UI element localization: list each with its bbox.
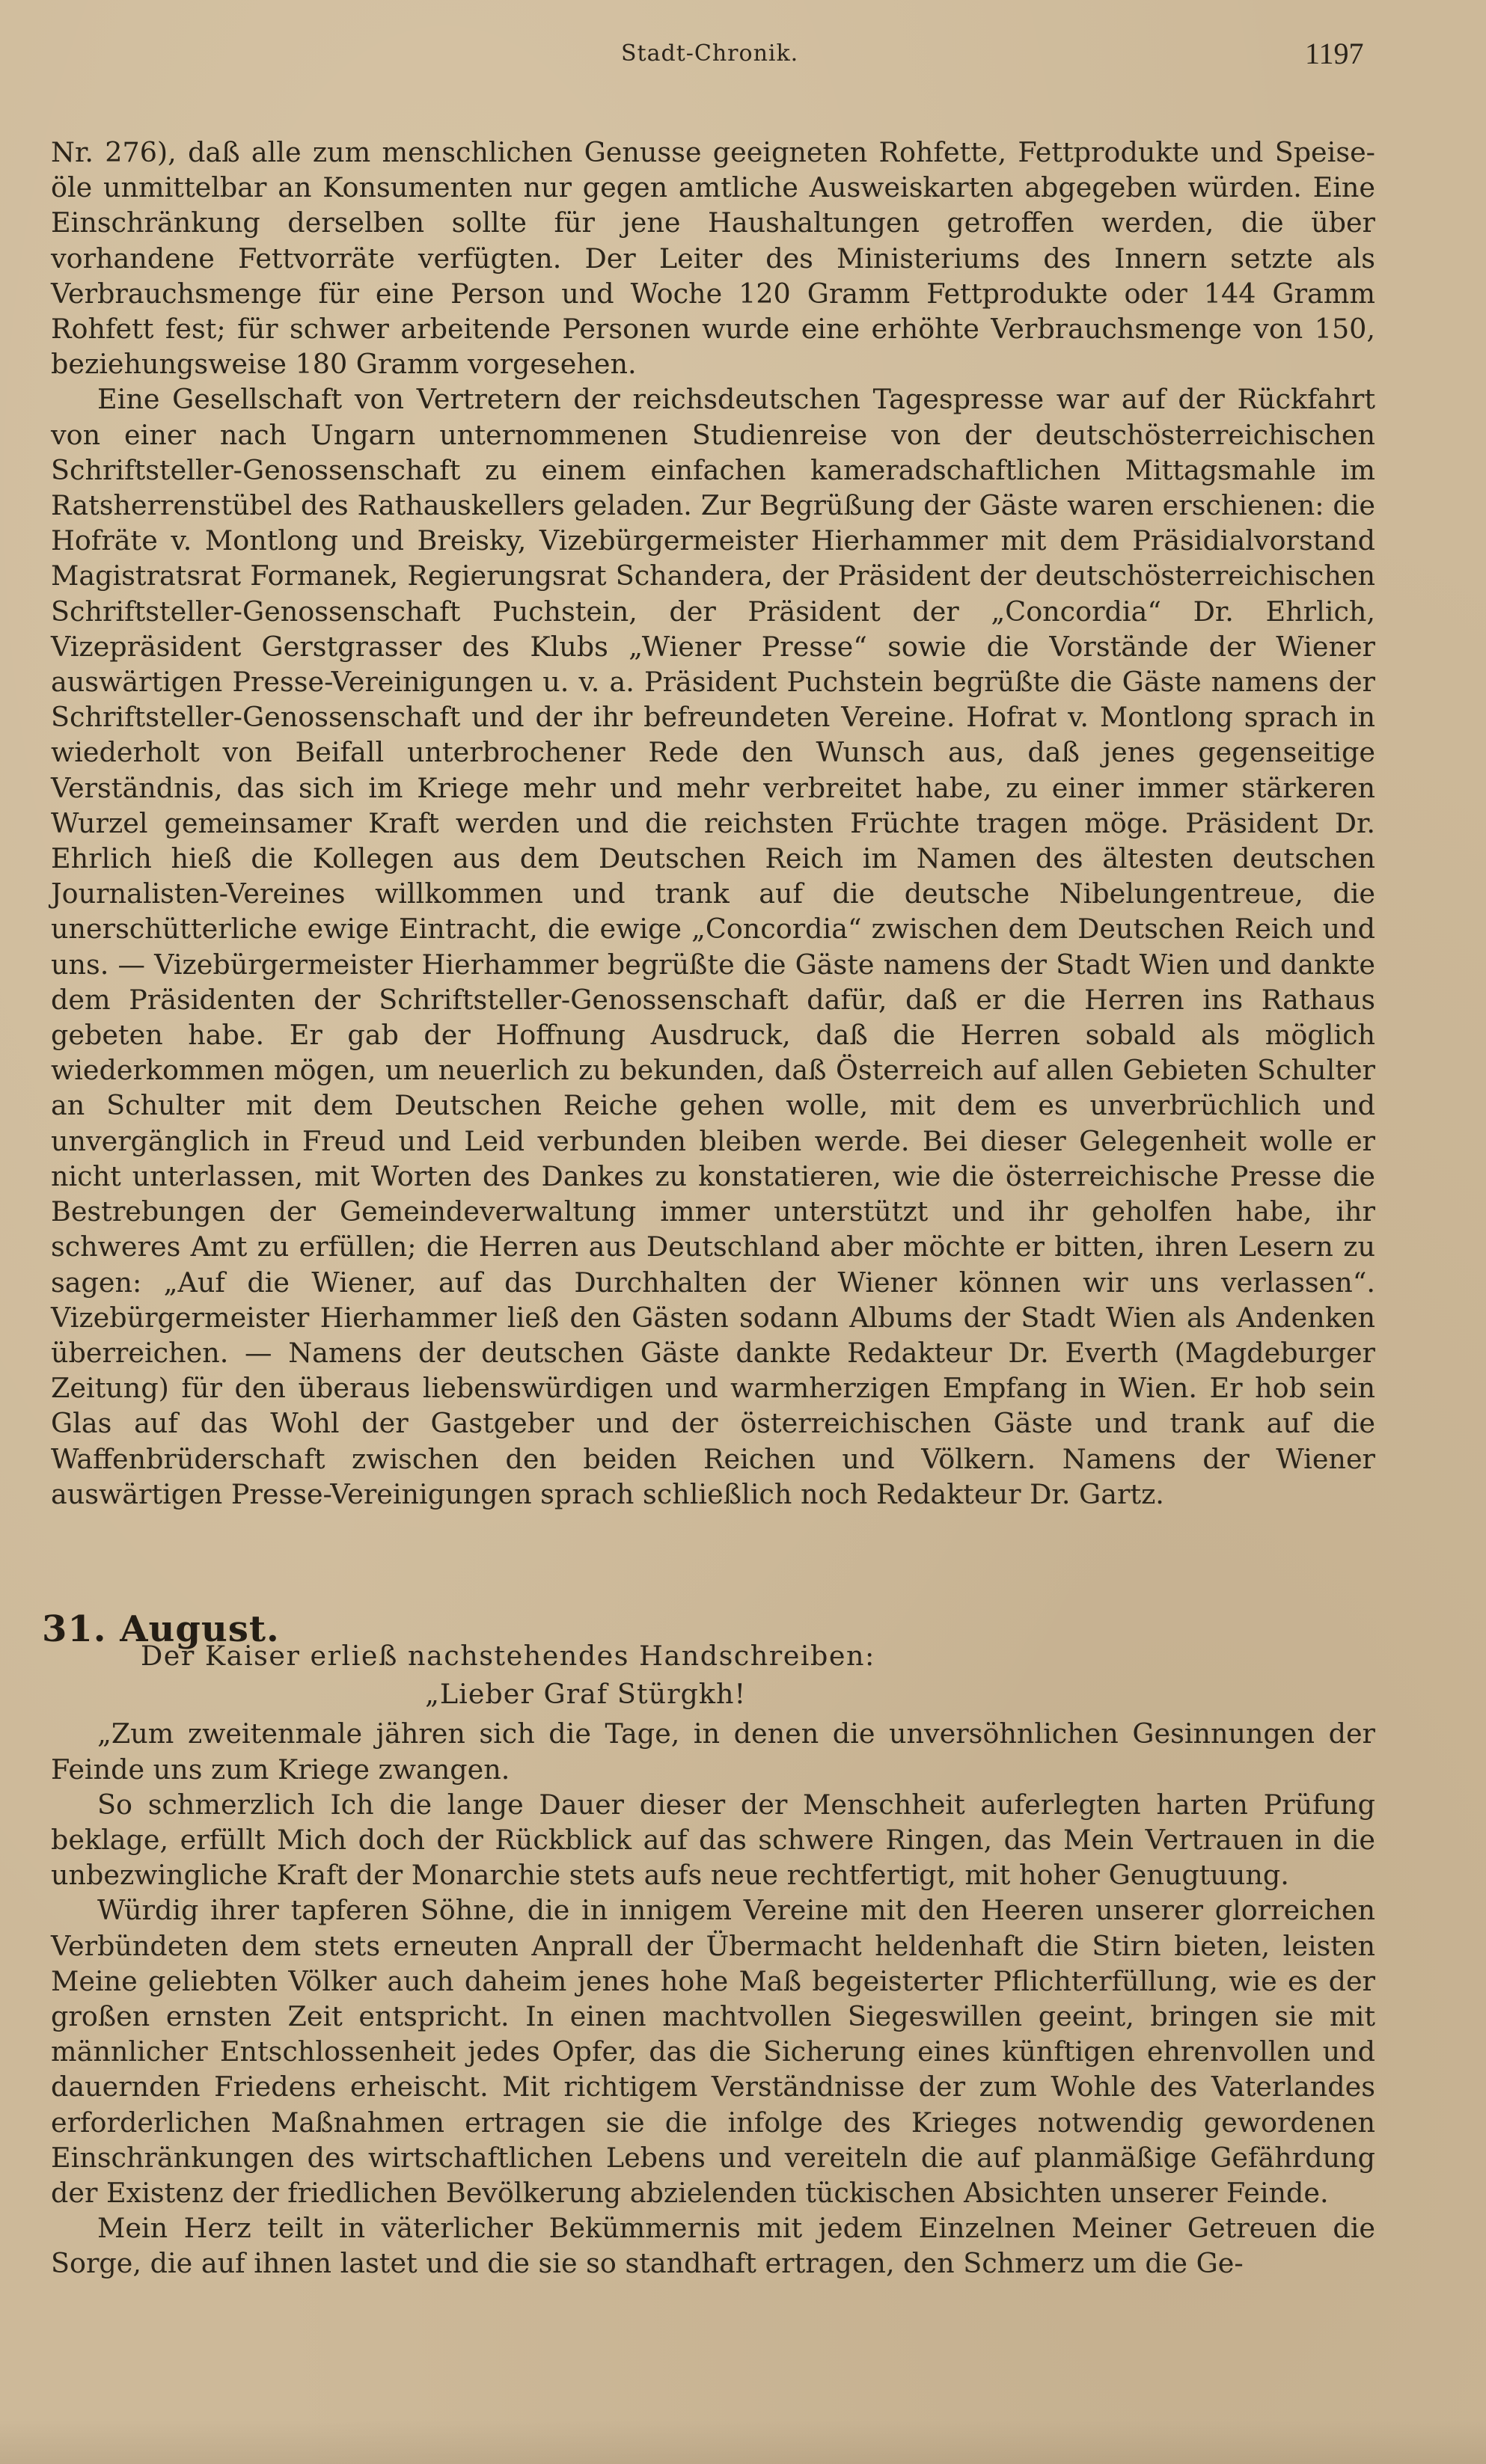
article-body	[51, 135, 1375, 1512]
page-number: 1197	[1305, 37, 1364, 70]
letter-intro: Der Kaiser erließ nachstehendes Handschreiben:	[141, 1640, 875, 1672]
paragraph-fat-rationing: Nr. 276), daß alle zum menschlichen Genusse geeigneten Rohfette, Fettprodukte und Speise-öle unmittelbar an Konsumenten nur gegen amtliche Ausweiskarten abgegeben würden. Eine Einschränkung derselben sollte für jene Haushaltungen getroffen werden, die über vorhandene Fettvorräte verfügten. Der Leiter des Ministeriums des Innern setzte als Verbrauchsmenge für eine Person und Woche 120 Gramm Fettprodukte oder 144 Gramm Rohfett fest; für schwer arbeitende Personen wurde eine erhöhte Verbrauchsmenge von 150, beziehungsweise 180 Gramm vorgesehen.	[51, 136, 1375, 381]
date-heading: 31. August.	[42, 1608, 280, 1650]
letter-paragraph: Würdig ihrer tapferen Söhne, die in innigem Vereine mit den Heeren unserer glorreichen Verbündeten dem stets erneuten Anprall der Übermacht heldenhaft die Stirn bieten, leisten Meine geliebten Völker auch daheim jenes hohe Maß begeisterter Pflichterfüllung, wie es der großen ernsten Zeit entspricht. In einen machtvollen Siegeswillen geeint, bringen sie mit männlicher Entschlossenheit jedes Opfer, das die Sicherung eines künftigen ehrenvollen und dauernden Friedens erheischt. Mit richtigem Verständnisse der zum Wohle des Vaterlandes erforderlichen Maßnahmen ertragen sie die infolge des Krieges notwendig gewordenen Einschränkungen des wirtschaftlichen Lebens und vereiteln die auf planmäßige Gefährdung der Existenz der friedlichen Bevölkerung abzielenden tückischen Absichten unserer Feinde.	[51, 1894, 1375, 2210]
paragraph-press-reception: Eine Gesellschaft von Vertretern der reichsdeutschen Tagespresse war auf der Rückfahrt von einer nach Ungarn unternommenen Studienreise von der deutschösterreichischen Schriftsteller-Genossenschaft zu einem einfachen kameradschaftlichen Mittagsmahle im Ratsherrenstübel des Rathauskellers geladen. Zur Begrüßung der Gäste waren erschienen: die Hofräte v. Montlong und Breisky, Vizebürgermeister Hierhammer mit dem Präsidialvorstand Magistratsrat Formanek, Regierungsrat Schandera, der Präsident der deutschösterreichischen Schriftsteller-Genossenschaft Puchstein, der Präsident der „Concordia“ Dr. Ehrlich, Vizepräsident Gerstgrasser des Klubs „Wiener Presse“ sowie die Vorstände der Wiener auswärtigen Presse-Vereinigungen u. v. a. Präsident Puchstein begrüßte die Gäste namens der Schriftsteller-Genossenschaft und der ihr befreundeten Vereine. Hofrat v. Montlong sprach in wiederholt von Beifall unterbrochener Rede den Wunsch aus, daß jenes gegenseitige Verständnis, das sich im Kriege mehr und mehr verbreitet habe, zu einer immer stärkeren Wurzel gemeinsamer Kraft werden und die reichsten Früchte tragen möge. Präsident Dr. Ehrlich hieß die Kollegen aus dem Deutschen Reich im Namen des ältesten deutschen Journalisten-Vereines willkommen und trank auf die deutsche Nibelungentreue, die unerschütterliche ewige Eintracht, die ewige „Concordia“ zwischen dem Deutschen Reich und uns. — Vizebürgermeister Hierhammer begrüßte die Gäste namens der Stadt Wien und dankte dem Präsidenten der Schriftsteller-Genossenschaft dafür, daß er die Herren ins Rathaus gebeten habe. Er gab der Hoffnung Ausdruck, daß die Herren sobald als möglich wiederkommen mögen, um neuerlich zu bekunden, daß Österreich auf allen Gebieten Schulter an Schulter mit dem Deutschen Reiche gehen wolle, mit dem es unverbrüchlich und unvergänglich in Freud und Leid verbunden bleiben werde. Bei dieser Gelegenheit wolle er nicht unterlassen, mit Worten des Dankes zu konstatieren, wie die österreichische Presse die Bestrebungen der Gemeindeverwaltung immer unterstützt und ihr geholfen habe, ihr schweres Amt zu erfüllen; die Herren aus Deutschland aber möchte er bitten, ihren Lesern zu sagen: „Auf die Wiener, auf das Durchhalten der Wiener können wir uns verlassen“. Vizebürgermeister Hierhammer ließ den Gästen sodann Albums der Stadt Wien als Andenken überreichen. — Namens der deutschen Gäste dankte Redakteur Dr. Everth (Magdeburger Zeitung) für den überaus liebenswürdigen und warmherzigen Empfang in Wien. Er hob sein Glas auf das Wohl der Gastgeber und der österreichischen Gäste und trank auf die Waffenbrüderschaft zwischen den beiden Reichen und Völkern. Namens der Wiener auswärtigen Presse-Vereinigungen sprach schließlich noch Redakteur Dr. Gartz.	[51, 383, 1375, 1510]
letter-paragraph: Mein Herz teilt in väterlicher Bekümmernis mit jedem Einzelnen Meiner Getreuen die Sorge, die auf ihnen lastet und die sie so standhaft ertragen, den Schmerz um die Ge-	[51, 2212, 1375, 2280]
page-edge-shade	[0, 2419, 1486, 2464]
running-title: Stadt-Chronik.	[621, 40, 799, 67]
letter-paragraph: So schmerzlich Ich die lange Dauer dieser der Menschheit auferlegten harten Prüfung beklage, erfüllt Mich doch der Rückblick auf das schwere Ringen, das Mein Vertrauen in die unbezwingliche Kraft der Monarchie stets aufs neue rechtfertigt, mit hoher Genugtuung.	[51, 1788, 1375, 1892]
letter-salutation: „Lieber Graf Stürgkh!	[425, 1678, 747, 1711]
letter-paragraph: „Zum zweitenmale jähren sich die Tage, in denen die unversöhnlichen Gesinnungen der Feinde uns zum Kriege zwangen.	[51, 1717, 1375, 1786]
imperial-letter	[51, 1638, 1375, 2281]
running-head	[0, 36, 1486, 81]
